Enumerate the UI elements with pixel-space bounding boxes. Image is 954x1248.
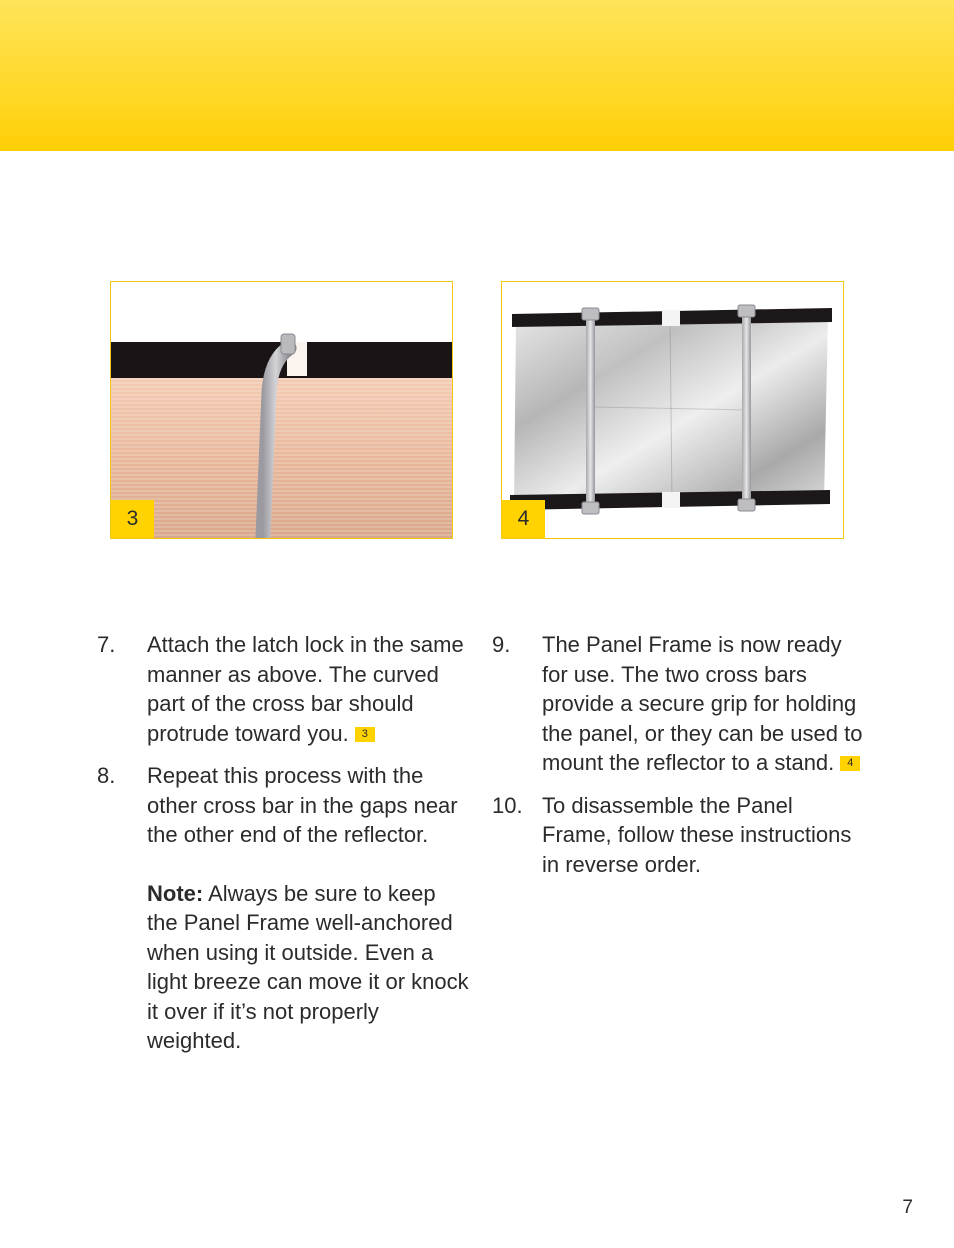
- figure-4-label: 4: [502, 500, 545, 538]
- figure-ref-badge: 3: [355, 727, 375, 742]
- step-number: 7.: [97, 632, 116, 657]
- figure-3-label: 3: [111, 500, 154, 538]
- step-8: [97, 761, 469, 850]
- step-text: The Panel Frame is now ready for use. The two cross bars provide a secure grip for holding the panel, or they can be used to mount the reflector to a stand.: [542, 632, 863, 775]
- step-text: Attach the latch lock in the same manner as above. The curved part of the cross bar should protrude toward you.: [147, 632, 464, 746]
- figure-4-illustration: [502, 282, 843, 538]
- figure-ref-badge: 4: [840, 756, 860, 771]
- step-7: [97, 630, 469, 748]
- steps-left-column: [97, 630, 469, 1056]
- step-text: To disassemble the Panel Frame, follow these instructions in reverse order.: [542, 792, 852, 877]
- step-number: 9.: [492, 632, 511, 657]
- safety-note: [97, 879, 469, 1056]
- step-number: 8.: [97, 763, 116, 788]
- step-text: Repeat this process with the other cross bar in the gaps near the other end of the reflector.: [147, 763, 458, 847]
- note-text: Always be sure to keep the Panel Frame well-anchored when using it outside. Even a light breeze can move it or knock it over if it’s not properly weighted.: [147, 880, 469, 1053]
- header-band: [0, 0, 954, 151]
- note-label: Note:: [147, 880, 204, 906]
- step-10: [492, 791, 864, 880]
- steps-right-column: [492, 630, 864, 892]
- figure-4-photo: [501, 281, 844, 539]
- step-9: [492, 630, 864, 778]
- figure-3-illustration: [111, 282, 452, 538]
- step-number: 10.: [492, 792, 523, 818]
- figure-3-photo: [110, 281, 453, 539]
- page-number: 7: [902, 1197, 913, 1218]
